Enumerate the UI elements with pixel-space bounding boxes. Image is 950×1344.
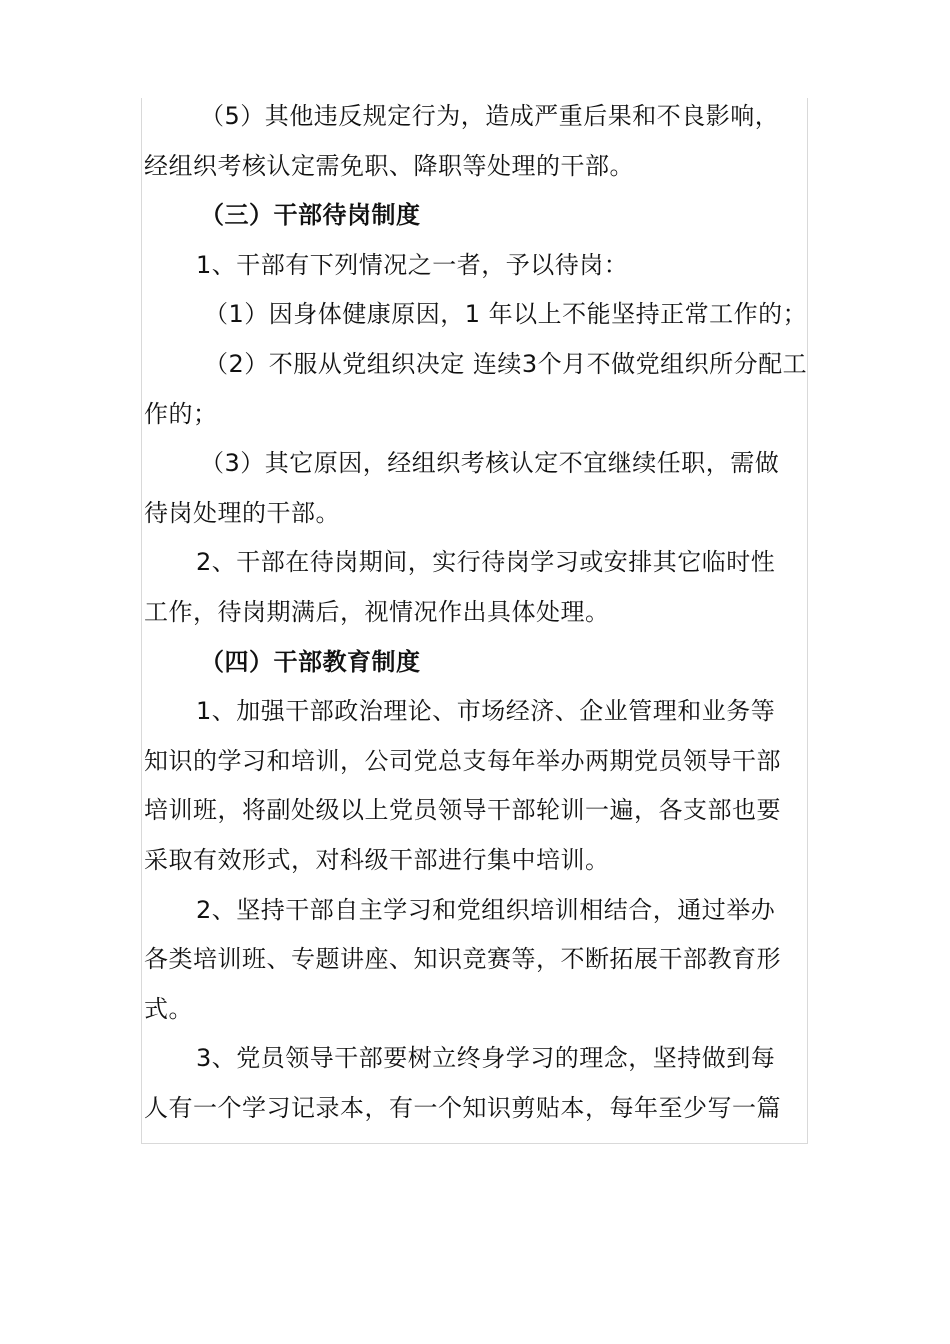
paragraph-line: 1、加强干部政治理论、市场经济、企业管理和业务等 — [196, 697, 776, 726]
paragraph-line: 培训班，将副处级以上党员领导干部轮训一遍，各支部也要 — [144, 796, 781, 825]
section-heading: （四）干部教育制度 — [200, 647, 421, 676]
paragraph-line: 2、坚持干部自主学习和党组织培训相结合，通过举办 — [196, 895, 776, 924]
paragraph-line: 知识的学习和培训，公司党总支每年举办两期党员领导干部 — [144, 746, 781, 775]
paragraph-line: 1、干部有下列情况之一者，予以待岗： — [196, 250, 629, 279]
paragraph-line: （5）其他违反规定行为，造成严重后果和不良影响， — [200, 102, 780, 130]
paragraph-line: （1）因身体健康原因，1 年以上不能坚持正常工作的； — [204, 300, 808, 329]
section-heading: （三）干部待岗制度 — [200, 201, 421, 230]
paragraph-line: 式。 — [144, 994, 193, 1023]
paragraph-line: （2）不服从党组织决定 连续3个月不做党组织所分配工 — [204, 349, 808, 378]
paragraph-line: 各类培训班、专题讲座、知识竞赛等，不断拓展干部教育形 — [144, 945, 781, 974]
paragraph-line: 作的； — [144, 399, 218, 428]
paragraph-line: 工作，待岗期满后，视情况作出具体处理。 — [144, 597, 610, 626]
paragraph-line: 2、干部在待岗期间，实行待岗学习或安排其它临时性 — [196, 548, 776, 577]
paragraph-line: 经组织考核认定需免职、降职等处理的干部。 — [144, 151, 634, 180]
document-body — [144, 92, 824, 1133]
paragraph-line: 采取有效形式，对科级干部进行集中培训。 — [144, 845, 610, 874]
paragraph-line: （3）其它原因，经组织考核认定不宜继续任职，需做 — [200, 449, 780, 478]
paragraph-line: 待岗处理的干部。 — [144, 498, 340, 527]
paragraph-line: 人有一个学习记录本，有一个知识剪贴本，每年至少写一篇 — [144, 1093, 781, 1122]
paragraph-line: 3、党员领导干部要树立终身学习的理念，坚持做到每 — [196, 1044, 776, 1073]
